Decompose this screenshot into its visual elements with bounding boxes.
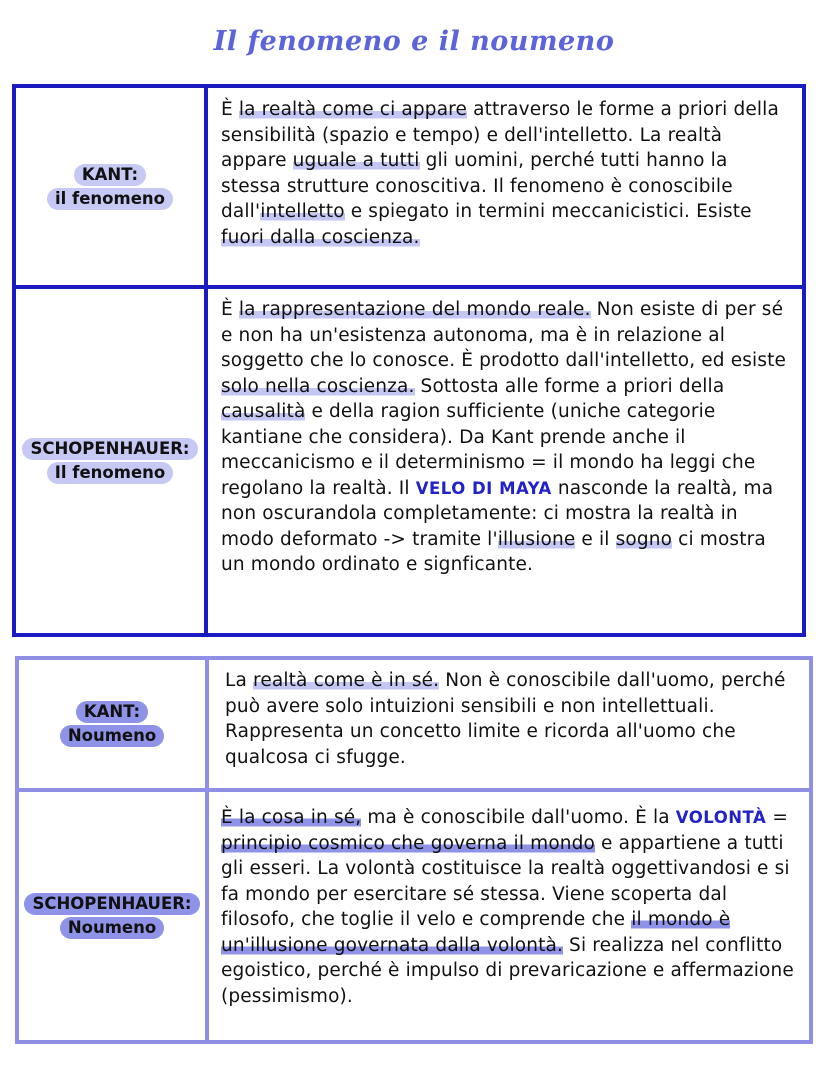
text-segment: Non esiste di per sé e non ha un'esistenza autonoma, ma è in relazione al soggetto che lo conosce. È prodotto dall'intelletto, ed esiste xyxy=(221,299,787,371)
schopenhauer-noumeno-row xyxy=(19,788,809,1040)
fenomeno-table xyxy=(12,84,806,637)
highlighted-text: causalità xyxy=(221,401,306,422)
text-segment: = xyxy=(766,807,788,828)
text-segment: Non è conoscibile dall'uomo, perché può avere solo intuizioni sensibili e non intellettuali. Rappresenta un concetto limite e ricorda all'uomo che qualcosa ci sfugge. xyxy=(225,670,786,768)
row-label-philosopher: KANT: xyxy=(74,164,146,186)
row-label-concept: Il fenomeno xyxy=(47,462,173,484)
highlighted-text: È la cosa in sé, xyxy=(221,807,362,828)
highlighted-text: illusione xyxy=(497,528,576,550)
text-segment: e spiegato in termini meccanicistici. Esiste xyxy=(344,201,752,222)
key-term: VOLONTÀ xyxy=(675,808,767,827)
highlighted-text: il mondo è un'illusione governata dalla volontà. xyxy=(221,909,731,956)
kant-fenomeno-description xyxy=(208,88,802,285)
text-segment: e appartiene a tutti gli esseri. La volontà costituisce la realtà oggettivandosi e si fa mondo per esercitare sé stessa. Viene scoperta dal filosofo, che toglie il velo e comprende che xyxy=(221,832,790,930)
page-title: Il fenomeno e il noumeno xyxy=(213,26,615,57)
kant-noumeno-label-cell xyxy=(19,660,209,788)
text-segment: Si realizza nel conflitto egoistico, perché è impulso di prevaricazione e affermazione (pessimismo). xyxy=(221,934,794,1007)
text-segment: e della ragion sufficiente (uniche categorie kantiane che considera). Da Kant prende anche il meccanicismo e il determinismo = il mondo ha leggi che regolano la realtà. Il xyxy=(221,401,756,499)
highlighted-text: principio cosmico che governa il mondo xyxy=(221,832,596,854)
text-segment: ma è conoscibile dall'uomo. È la xyxy=(361,807,676,828)
row-label-philosopher: SCHOPENHAUER: xyxy=(22,438,197,460)
highlighted-text: intelletto xyxy=(260,201,345,222)
text-segment: È xyxy=(221,299,239,320)
text-segment: ci mostra un mondo ordinato e signficante. xyxy=(221,528,766,575)
schopenhauer-noumeno-description xyxy=(209,792,809,1040)
text-segment: Sottosta alle forme a priori della xyxy=(414,375,725,397)
text-segment: e il xyxy=(575,528,616,550)
highlighted-text: sogno xyxy=(615,528,673,550)
key-term: VELO DI MAYA xyxy=(415,478,552,498)
text-segment: attraverso le forme a priori della sensibilità (spazio e tempo) e dell'intelletto. La realtà appare xyxy=(221,99,779,171)
highlighted-text: uguale a tutti xyxy=(292,150,420,171)
highlighted-text: solo nella coscienza. xyxy=(221,375,415,397)
kant-noumeno-description xyxy=(209,660,809,788)
highlighted-text: fuori dalla coscienza. xyxy=(221,226,420,248)
schopenhauer-fenomeno-description xyxy=(208,289,802,633)
text-segment: La xyxy=(225,670,253,691)
highlighted-text: la rappresentazione del mondo reale. xyxy=(238,299,591,320)
row-label-concept: Noumeno xyxy=(60,725,164,747)
text-segment: nasconde la realtà, ma non oscurandola completamente: ci mostra la realtà in modo deformato -> tramite l' xyxy=(221,477,774,550)
row-label-philosopher: KANT: xyxy=(76,701,148,723)
kant-fenomeno-label-cell xyxy=(16,88,208,285)
schopenhauer-fenomeno-label-cell xyxy=(16,289,208,633)
kant-fenomeno-row xyxy=(16,88,802,285)
text-segment: gli uomini, perché tutti hanno la stessa strutture conoscitiva. Il fenomeno è conoscibile dall' xyxy=(221,150,733,222)
row-label-concept: il fenomeno xyxy=(47,188,173,210)
row-label-concept: Noumeno xyxy=(60,917,164,939)
highlighted-text: realtà come è in sé. xyxy=(252,670,440,691)
highlighted-text: la realtà come ci appare xyxy=(238,99,468,120)
text-segment: È xyxy=(221,99,239,120)
row-label-philosopher: SCHOPENHAUER: xyxy=(24,893,199,915)
noumeno-table xyxy=(15,656,813,1044)
schopenhauer-fenomeno-row xyxy=(16,285,802,633)
schopenhauer-noumeno-label-cell xyxy=(19,792,209,1040)
kant-noumeno-row xyxy=(19,660,809,788)
